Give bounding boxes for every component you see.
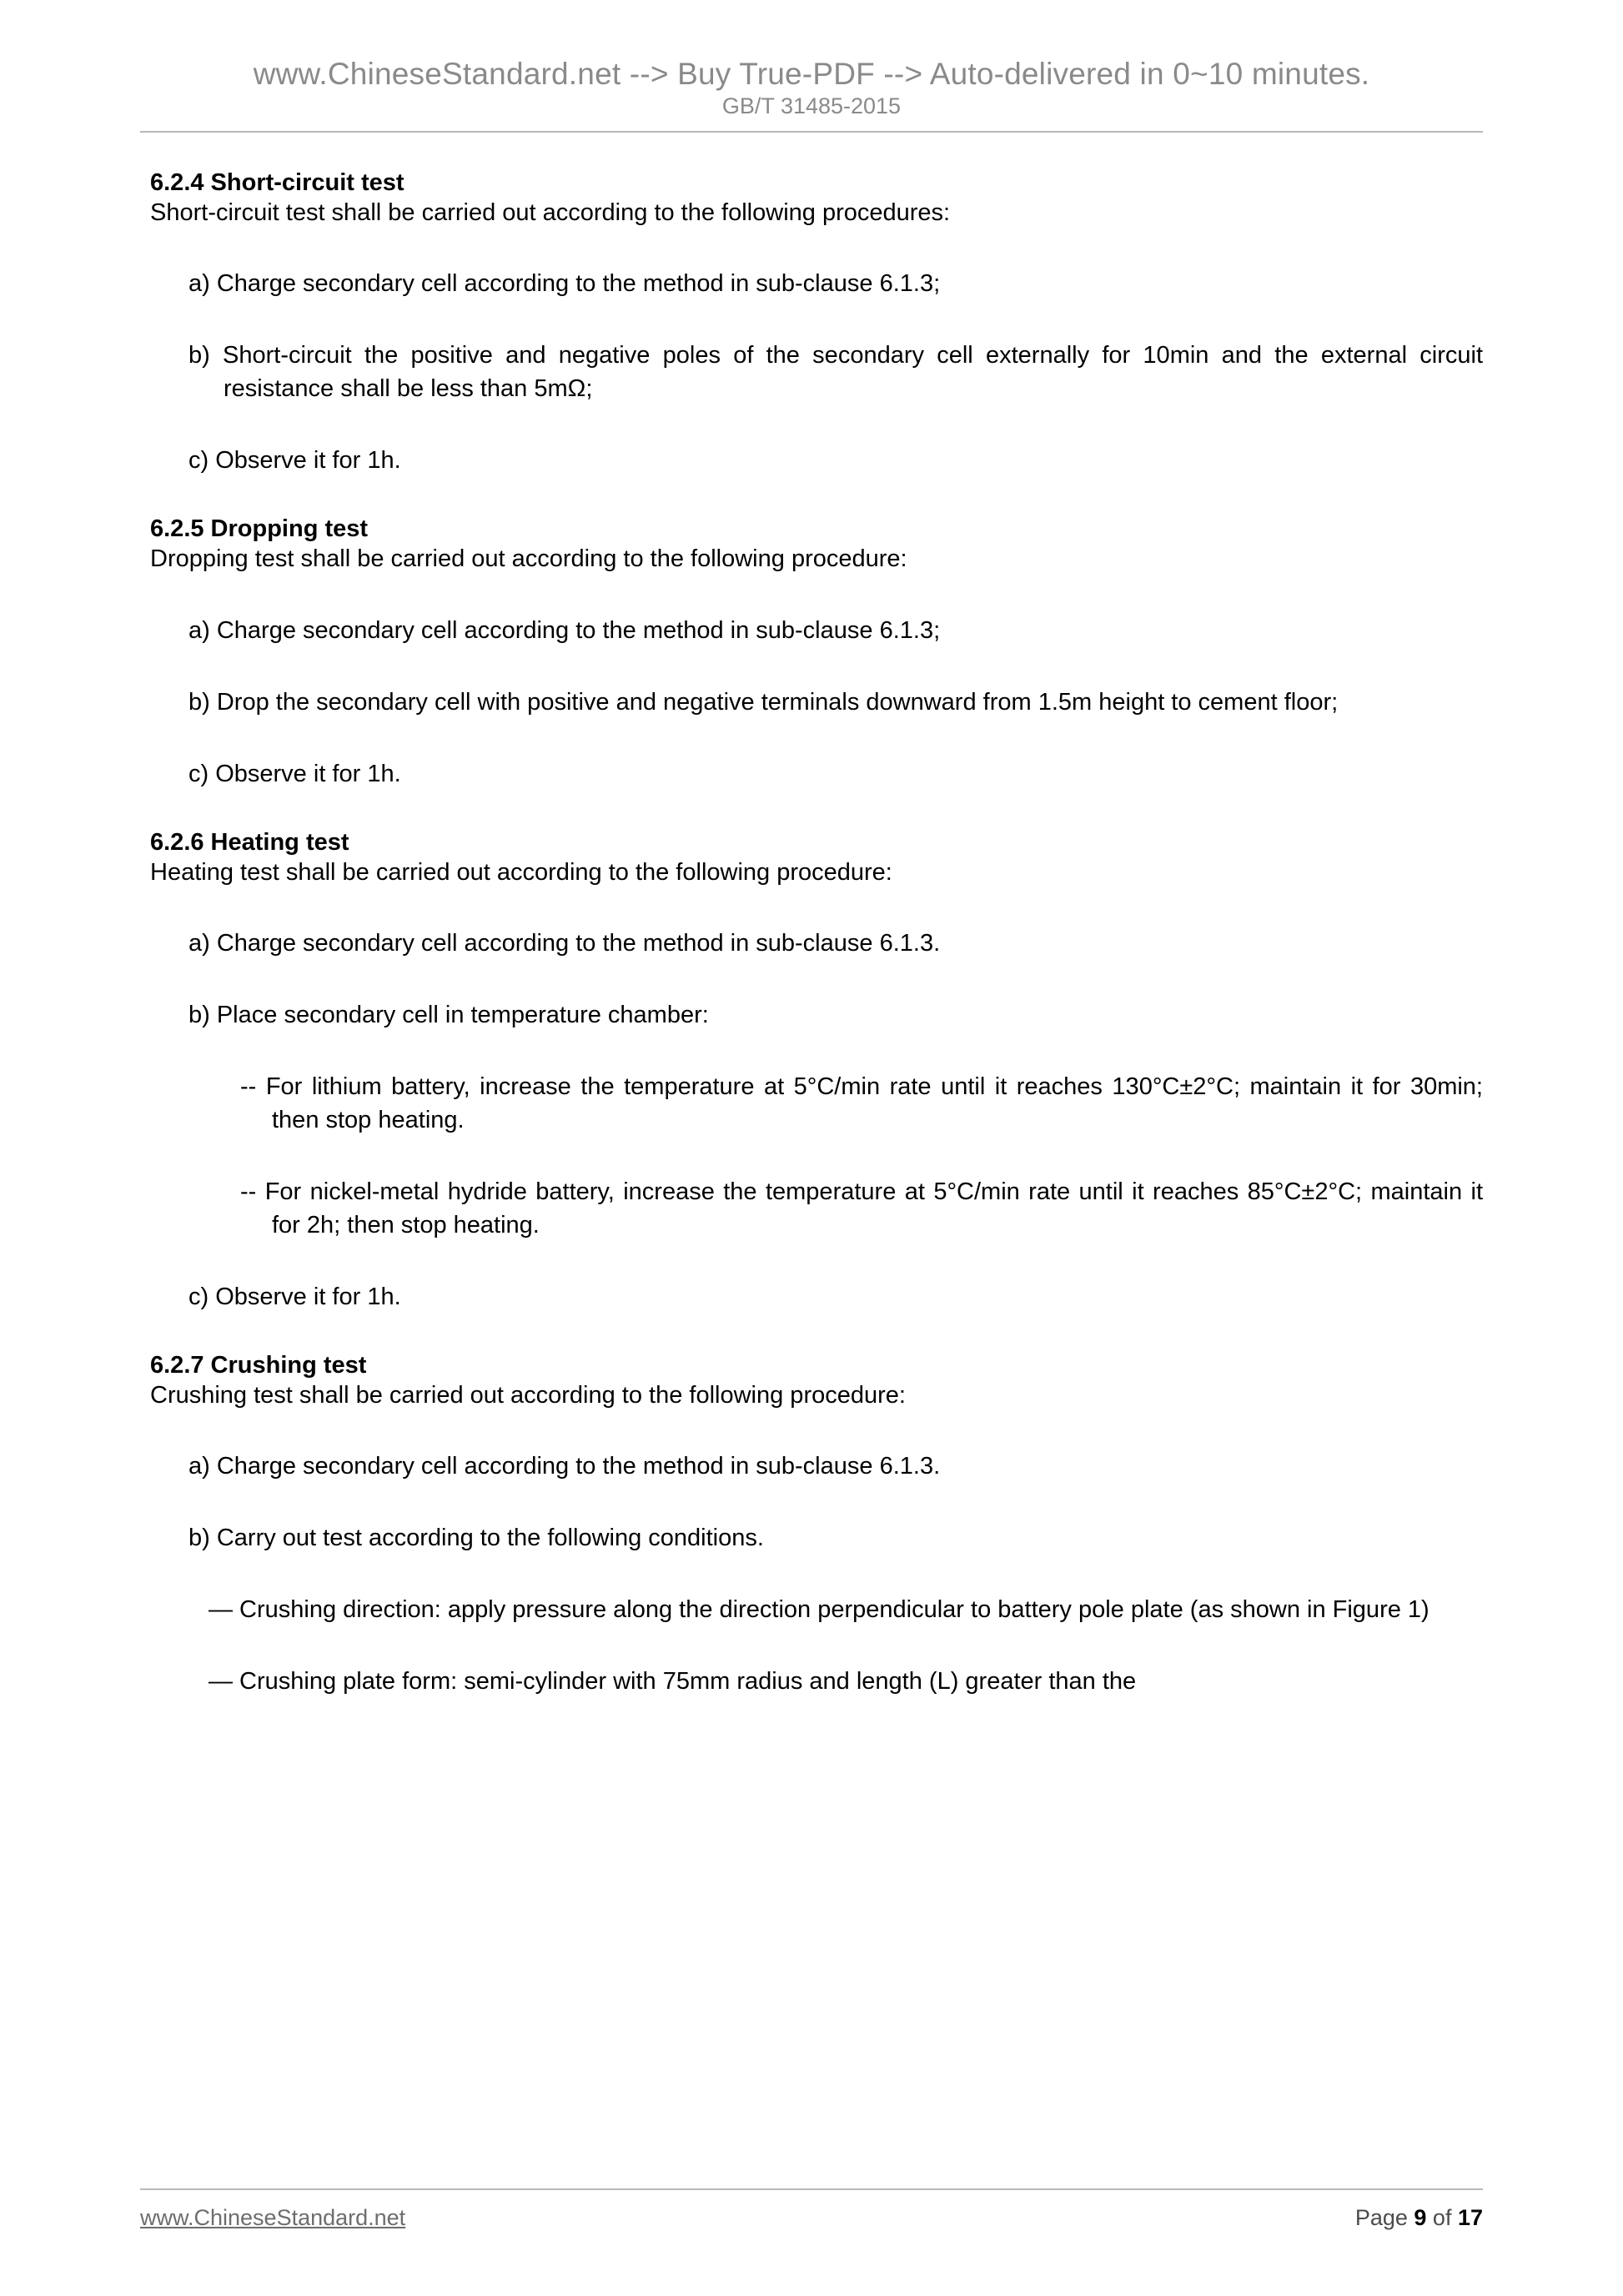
- standard-number: GB/T 31485-2015: [721, 93, 902, 118]
- dash-list-item-text: — Crushing plate form: semi-cylinder with 75mm radius and length (L) greater than the: [209, 1668, 1137, 1696]
- sub-list-item-text: -- For nickel-metal hydride battery, increase the temperature at 5°C/min rate until it reaches 85°C±2°C; maintain it for 2h; then stop heating.: [240, 1178, 1483, 1238]
- dash-list-item: [209, 1665, 1483, 1698]
- page-total: 17: [1457, 2205, 1483, 2230]
- sub-list-item: [240, 1070, 1483, 1137]
- list-item: [188, 339, 1483, 405]
- list-item-text: c) Observe it for 1h.: [188, 447, 401, 475]
- section-6-2-4: [140, 169, 1483, 477]
- section-intro: Short-circuit test shall be carried out according to the following procedures:: [150, 199, 951, 226]
- section-intro: Crushing test shall be carried out according to the following procedure:: [150, 1382, 906, 1409]
- list-item-text: b) Carry out test according to the following conditions.: [188, 1525, 764, 1552]
- list-item: [188, 1521, 1483, 1555]
- list-item: [188, 267, 1483, 300]
- promo-banner: www.ChineseStandard.net --> Buy True-PDF --> Auto-delivered in 0~10 minutes.: [253, 57, 1370, 91]
- document-body: [140, 133, 1483, 1698]
- list-item-text: b) Short-circuit the positive and negative poles of the secondary cell externally for 10min and the external circuit resistance shall be less than 5mΩ;: [188, 342, 1483, 403]
- section-heading: 6.2.7 Crushing test: [150, 1352, 367, 1379]
- sub-list-item-text: -- For lithium battery, increase the temperature at 5°C/min rate until it reaches 130°C±2°C; maintain it for 30min; then stop heating.: [240, 1073, 1483, 1133]
- list-item-text: a) Charge secondary cell according to the method in sub-clause 6.1.3;: [188, 616, 941, 644]
- list-item: [188, 1280, 1483, 1314]
- section-heading: 6.2.6 Heating test: [150, 828, 349, 856]
- footer-divider: [140, 2188, 1483, 2190]
- list-item-text: a) Charge secondary cell according to the method in sub-clause 6.1.3.: [188, 1453, 941, 1480]
- list-item-text: a) Charge secondary cell according to the method in sub-clause 6.1.3.: [188, 929, 941, 957]
- list-item: [188, 614, 1483, 647]
- page-header: [0, 0, 1623, 133]
- list-item-text: b) Place secondary cell in temperature chamber:: [188, 1001, 709, 1028]
- list-item-text: c) Observe it for 1h.: [188, 760, 401, 787]
- sub-list-item: [240, 1175, 1483, 1242]
- page-prefix: Page: [1354, 2205, 1414, 2230]
- footer-website-link[interactable]: www.ChineseStandard.net: [140, 2205, 406, 2230]
- list-item-text: b) Drop the secondary cell with positive and negative terminals downward from 1.5m height to cement floor;: [188, 688, 1339, 716]
- list-item-text: a) Charge secondary cell according to the method in sub-clause 6.1.3;: [188, 270, 941, 298]
- list-item: [188, 757, 1483, 791]
- section-heading: 6.2.5 Dropping test: [150, 515, 369, 543]
- page-footer: [0, 2188, 1623, 2231]
- section-6-2-5: [140, 515, 1483, 790]
- list-item: [188, 444, 1483, 477]
- dash-list-item: [209, 1593, 1483, 1626]
- dash-list-item-text: — Crushing direction: apply pressure along the direction perpendicular to battery pole plate (as shown in Figure 1): [209, 1596, 1430, 1624]
- list-item: [188, 686, 1483, 719]
- page-current: 9: [1414, 2205, 1427, 2230]
- section-6-2-7: [140, 1352, 1483, 1698]
- page-number-label: [1355, 2205, 1483, 2231]
- list-item: [188, 998, 1483, 1032]
- list-item-text: c) Observe it for 1h.: [188, 1284, 401, 1310]
- section-6-2-6: [140, 829, 1483, 1314]
- section-intro: Heating test shall be carried out according to the following procedure:: [150, 858, 892, 886]
- list-item: [188, 927, 1483, 960]
- list-item: [188, 1449, 1483, 1483]
- page-middle: of: [1426, 2205, 1458, 2230]
- section-intro: Dropping test shall be carried out according to the following procedure:: [150, 545, 907, 573]
- section-heading: 6.2.4 Short-circuit test: [150, 169, 404, 196]
